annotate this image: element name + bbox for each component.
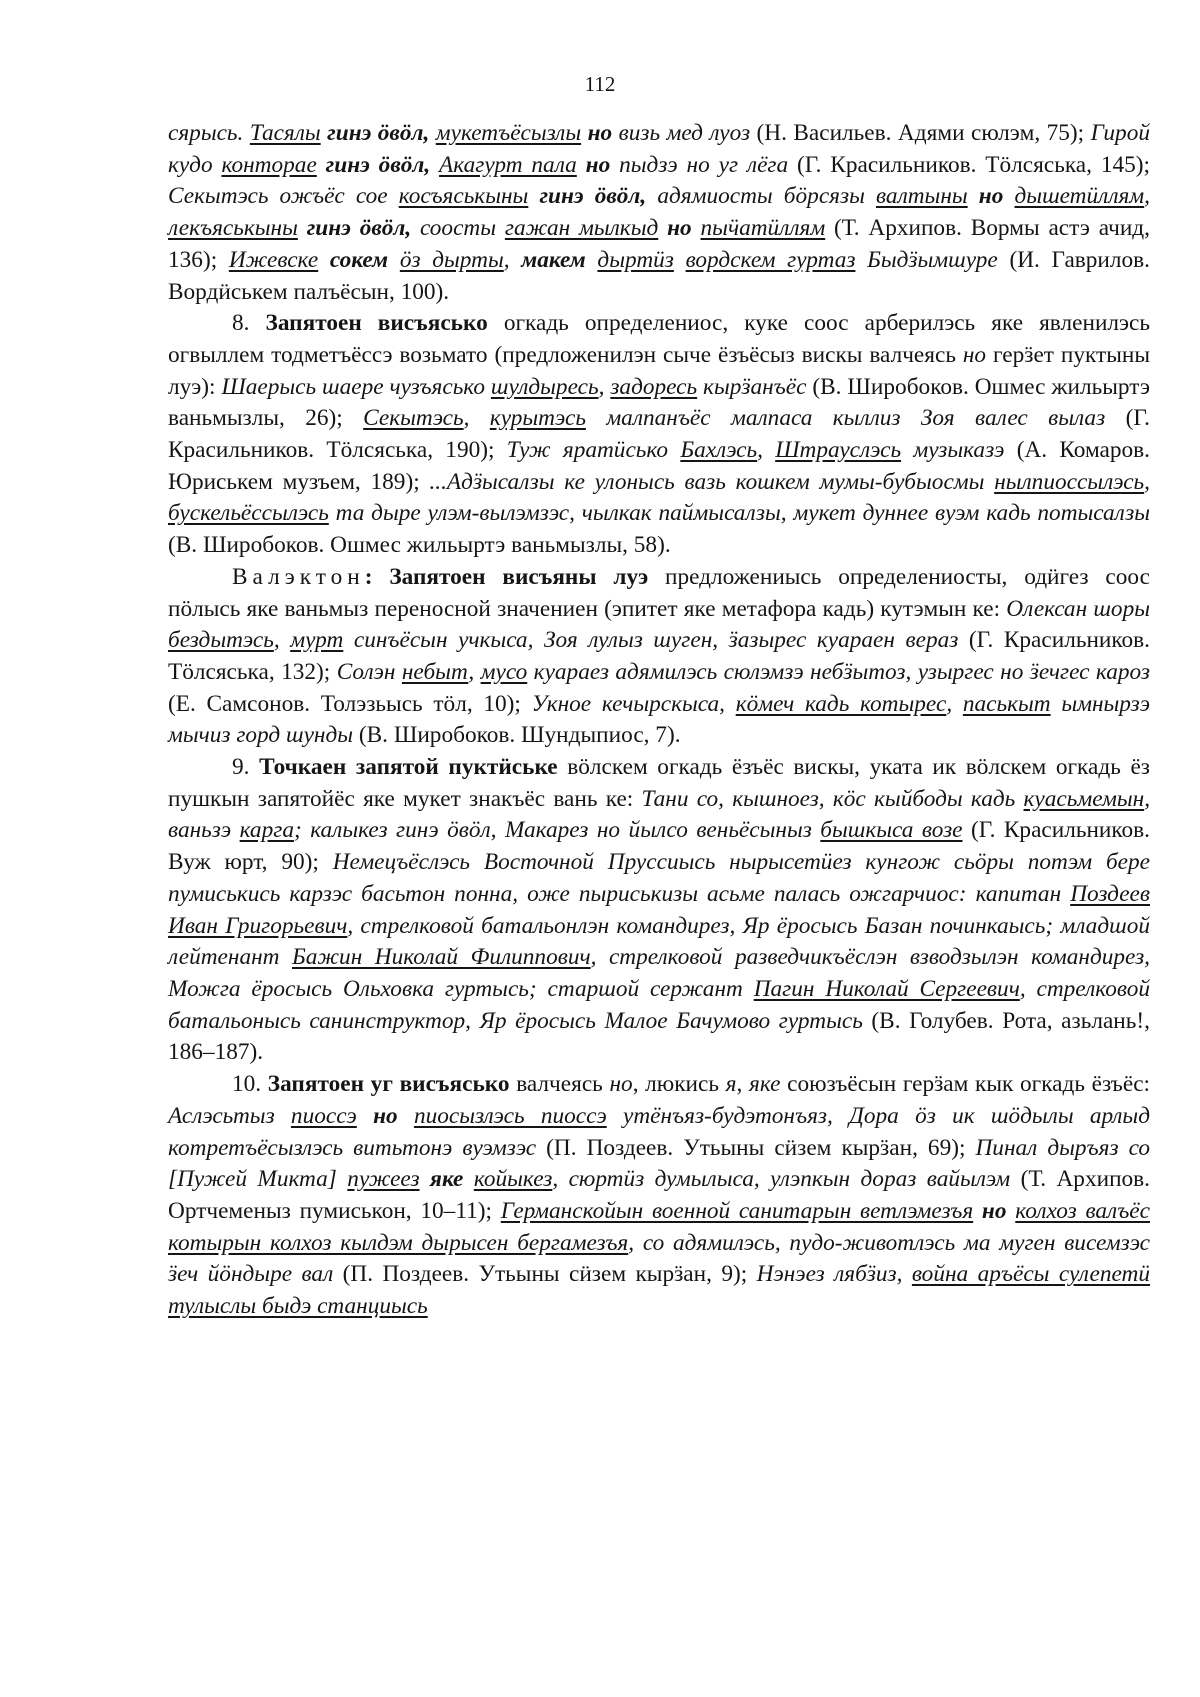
example-underlined-term: пиоссэ	[290, 1102, 357, 1129]
text-run	[1007, 1198, 1016, 1224]
text-run: (В. Широбоков. Ошмес жильыртэ ваньмызлы, 58).	[168, 532, 671, 559]
example-underlined-term: война аръёсы сулепетӥ тулыслы быдэ станциысь	[168, 1261, 1150, 1320]
text-run: , сюртӥз думылыса, улэпкын дораз вайылэм	[552, 1166, 1011, 1193]
text-run: (Г. Красильников. Вуж юрт, 90);	[168, 817, 1151, 876]
text-run: (В. Широбоков. Ошмес жильыртэ ваньмызлы, 26);	[168, 373, 1151, 432]
text-run: Укное кечырскыса,	[531, 690, 736, 717]
text-run: утёнъяз-будэтонъяз, Дора ӧз ик шӧдылы арлыд котретъёсызлэсь витьтонэ вуэмзэс	[168, 1102, 1150, 1161]
text-run: (Г. Красильников. Тӧлсяська, 190);	[168, 405, 1150, 464]
text-run: музыказэ	[901, 437, 1005, 464]
example-underlined-term: бускельёссылэсь	[168, 500, 329, 527]
text-run: ,	[468, 658, 481, 685]
text-run: герӟет пуктыны луэ):	[168, 341, 1150, 400]
example-underlined-term: косъяськыны	[398, 183, 529, 210]
example-underlined-term: Бажин Николай Филиппович	[292, 944, 591, 971]
text-run: сярысь.	[168, 120, 250, 146]
emphasis-text: но	[967, 183, 1004, 210]
paragraph-section-9	[168, 752, 1150, 1069]
example-underlined-term: Ижевске	[228, 246, 319, 273]
example-underlined-term: Пагин Николай Сергеевич	[753, 975, 1020, 1002]
emphasis-text: яке	[419, 1166, 464, 1193]
example-underlined-term: Бахлэсь	[680, 437, 758, 464]
text-run: , со адямилэсь, пудо-животлэсь ма муген висемзэс ӟеч йӧндыре вал	[168, 1229, 1151, 1288]
text-run: (П. Поздеев. Утьыны сӥзем кырӟан, 9);	[333, 1261, 757, 1288]
text-run: ,	[463, 405, 490, 432]
text-run: Немецъёслэсь Восточной Пруссиысь нырысетӥез кунгож сьӧры потэм бере пумиськись карзэс басьтон понна, оже пыриськизы асьме палась ожгарчиос: капитан	[168, 849, 1150, 907]
text-run: 10.	[232, 1071, 268, 1098]
text-run: огкадь определениос, куке соос арберилэсь яке явленилэсь огвыллем тодметъёссэ возьмато (предложенилэн сыче ёзъёсыз вискы валчеясь	[168, 310, 1150, 368]
example-underlined-term: Акагурт пала	[439, 151, 577, 178]
emphasis-text: гинэ ӧвӧл,	[320, 120, 436, 146]
text-run: , стрелковой батальонысь санинструктор, Яр ёросысь Малое Бачумово гуртысь	[168, 975, 1150, 1034]
text-run: 9.	[232, 754, 260, 781]
text-run: Секытэсь ожъёс сое	[168, 183, 399, 210]
body-text	[168, 118, 1150, 1323]
emphasis-text: но	[356, 1102, 398, 1129]
emphasis-text: но	[581, 120, 613, 146]
text-run: ,	[1144, 183, 1150, 210]
example-underlined-term: дыртӥз	[597, 246, 674, 273]
example-underlined-term: пыӵатӥллям	[700, 215, 826, 242]
text-run: (Т. Архипов. Вормы астэ ачид, 136);	[168, 215, 1150, 273]
example-underlined-term: Поздеев Иван Григорьевич	[168, 880, 1150, 939]
text-run: , стрелковой разведчикъёслэн взводзылэн командирез, Можга ёросысь Ольховка гуртысь; старшой сержант	[168, 944, 1150, 1002]
text-run: ,	[598, 373, 611, 400]
text-run: ,	[273, 627, 291, 654]
example-underlined-term: ӧз дырты	[399, 246, 504, 273]
text-run: но	[962, 341, 987, 368]
text-run	[1003, 183, 1014, 209]
text-run: я	[725, 1071, 737, 1098]
text-run: но	[609, 1071, 633, 1098]
example-underlined-term: бездытэсь	[168, 627, 274, 654]
text-run: малпанъёс малпаса кыллиз Зоя валес вылаз	[585, 405, 1106, 432]
text-run	[398, 1103, 414, 1129]
emphasis-text: Запятоен уг висъясько	[267, 1071, 510, 1098]
text-run: адямиосты бӧрсязы	[646, 183, 876, 210]
text-run: ; калыкез гинэ ӧвӧл, Макарез но йылсо веньёсыныз	[293, 817, 821, 844]
text-run: Шаерысь шаере чузъясько	[221, 373, 491, 400]
text-run: ...Адӟысалзы ке улонысь вазь кошкем мумы-бубыосмы	[429, 468, 995, 495]
emphasis-text: но	[658, 215, 692, 242]
example-underlined-term: нылпиоссылэсь	[994, 468, 1145, 495]
text-run: визь мед луоз	[612, 120, 751, 146]
example-underlined-term: пужеез	[347, 1166, 420, 1193]
text-run: куараез адямилэсь сюлэмзэ небӟытоз, узыргес но ӟечгес кароз	[527, 658, 1150, 685]
text-run	[674, 247, 686, 273]
emphasis-text: но	[576, 151, 611, 178]
text-run: пыдзэ но уг лёга	[610, 151, 789, 178]
text-run: союзъёсын герӟам кык огкадь ёзъёс:	[780, 1071, 1151, 1098]
text-run: (П. Поздеев. Утьыны сӥзем кырӟан, 69);	[536, 1134, 976, 1161]
paragraph-note	[168, 562, 1150, 752]
text-run: (В. Голубев. Рота, азьлань!, 186–187).	[168, 1007, 1150, 1066]
text-run: синъёсын учкыса, Зоя лулыз шуген, ӟазырес куараен вераз	[343, 627, 959, 654]
text-run	[692, 215, 701, 241]
text-run: Аслэсьтыз	[168, 1102, 291, 1129]
text-run	[463, 1166, 473, 1192]
text-run: ,	[757, 437, 776, 464]
text-run: (Г. Красильников. Тӧлсяська, 132);	[168, 627, 1150, 685]
example-underlined-term: карга	[239, 817, 294, 844]
example-underlined-term: конторае	[221, 151, 317, 178]
example-underlined-term: Тасялы	[249, 120, 321, 146]
text-run: яке	[748, 1071, 781, 1098]
page-number: 112	[584, 72, 616, 96]
text-run: (Н. Васильев. Адями сюлэм, 75);	[750, 120, 1091, 146]
emphasis-text: гинэ ӧвӧл,	[297, 215, 412, 242]
example-underlined-term: небыт	[401, 658, 469, 685]
example-underlined-term: шулдыресь	[490, 373, 599, 400]
text-run: , люкись	[632, 1071, 726, 1098]
example-underlined-term: бышкыса возе	[820, 817, 963, 844]
text-run: (В. Широбоков. Шундыпиос, 7).	[353, 722, 681, 749]
text-run: ,	[946, 690, 963, 717]
example-underlined-term: валтыны	[875, 183, 968, 210]
emphasis-text: гинэ ӧвӧл,	[528, 183, 647, 210]
text-run: Туж яратӥсько	[506, 437, 681, 464]
text-run: (Е. Самсонов. Толэзьысь тӧл, 10);	[168, 690, 532, 717]
text-run: Солэн	[336, 658, 402, 685]
emphasis-text: гинэ ӧвӧл,	[316, 151, 440, 178]
emphasis-text: сокем	[318, 246, 389, 273]
example-underlined-term: дышетӥллям	[1014, 183, 1145, 210]
text-run: соосты	[411, 215, 505, 242]
example-underlined-term: пиосызлэсь пиоссэ	[413, 1102, 607, 1129]
text-run: , ваньзэ	[168, 785, 1151, 844]
text-run: (А. Комаров. Юриськем музъем, 189);	[168, 437, 1150, 495]
example-underlined-term: задоресь	[610, 373, 698, 400]
text-run: ,	[503, 246, 522, 273]
example-underlined-term: кӧмеч кадь котырес	[735, 690, 947, 717]
text-run: Пинал дыръяз со [Пужей Микта]	[168, 1134, 1150, 1193]
emphasis-text: Запятоен висъясько	[265, 310, 488, 337]
example-underlined-term: мукетъёсызлы	[435, 120, 582, 146]
example-underlined-term: паськыт	[962, 690, 1051, 717]
emphasis-text: но	[973, 1197, 1007, 1224]
text-run: Олексан шоры	[1006, 595, 1150, 622]
example-underlined-term: куасьмемын	[1023, 785, 1145, 812]
text-run: валчеясь	[509, 1071, 610, 1098]
example-underlined-term: койыкез	[473, 1166, 553, 1193]
text-run: Гирой кудо	[168, 120, 1150, 178]
paragraph-section-10	[168, 1069, 1150, 1323]
paragraph-continued	[168, 118, 1150, 308]
text-run: Быдӟымшуре	[855, 246, 998, 273]
text-run: , стрелковой батальонлэн командирез, Яр ёросысь Базан починкаысь; младшой лейтенант	[168, 912, 1150, 971]
text-run: (И. Гаврилов. Вордӥськем палъёсын, 100).	[168, 246, 1150, 305]
text-run: ымнырзэ мычиз горд шунды	[168, 690, 1151, 749]
text-run: ,	[1144, 468, 1150, 495]
text-run: 8.	[232, 310, 266, 337]
text-run	[388, 247, 400, 273]
example-underlined-term: вордскем гуртаз	[685, 246, 856, 273]
text-run: (Т. Архипов. Ортчеменыз пумиськон, 10–11);	[168, 1166, 1151, 1224]
example-underlined-term: мусо	[480, 658, 528, 685]
paragraph-section-8	[168, 308, 1150, 562]
text-run: (Г. Красильников. Тӧлсяська, 145);	[788, 151, 1150, 178]
example-underlined-term: Секытэсь	[363, 405, 464, 432]
example-underlined-term: Германскойын военной санитарын ветлэмезъя	[500, 1197, 974, 1224]
text-run: Тани со, кышноез, кӧс кыйбоды кадь	[641, 785, 1024, 812]
example-underlined-term: гажан мылкыд	[504, 215, 659, 242]
text-run: кырӟанъёс	[697, 373, 807, 400]
example-underlined-term: лекъяськыны	[168, 215, 298, 242]
text-run: Валэктон	[232, 563, 365, 590]
example-underlined-term: курытэсь	[489, 405, 586, 432]
emphasis-text: Точкаен запятой пуктӥське	[259, 754, 558, 781]
text-run: та дыре улэм-вылэмзэс, чылкак паймысалзы, мукет дуннее вуэм кадь потысалзы	[328, 500, 1150, 527]
emphasis-text: макем	[521, 246, 586, 273]
text-run: ,	[736, 1071, 749, 1098]
text-run: Нэнэез лябӟиз,	[756, 1261, 912, 1288]
example-underlined-term: мурт	[290, 627, 344, 654]
example-underlined-term: колхоз валъёс котырын колхоз кылдэм дырысен бергамезъя	[168, 1197, 1150, 1256]
example-underlined-term: Штрауслэсь	[775, 437, 902, 464]
emphasis-text: : Запятоен висъяны луэ	[364, 563, 649, 590]
text-run: вӧлскем огкадь ёзъёс вискы, уката ик вӧлскем огкадь ёз пушкын запятойёс яке мукет знакъёс вань ке:	[168, 754, 1151, 812]
text-run: предложениысь определениосты, одӥгез соос пӧлысь яке ваньмыз переносной значениен (эпитет яке метафора кадь) кутэмын ке:	[168, 563, 1150, 622]
text-run	[586, 247, 598, 273]
